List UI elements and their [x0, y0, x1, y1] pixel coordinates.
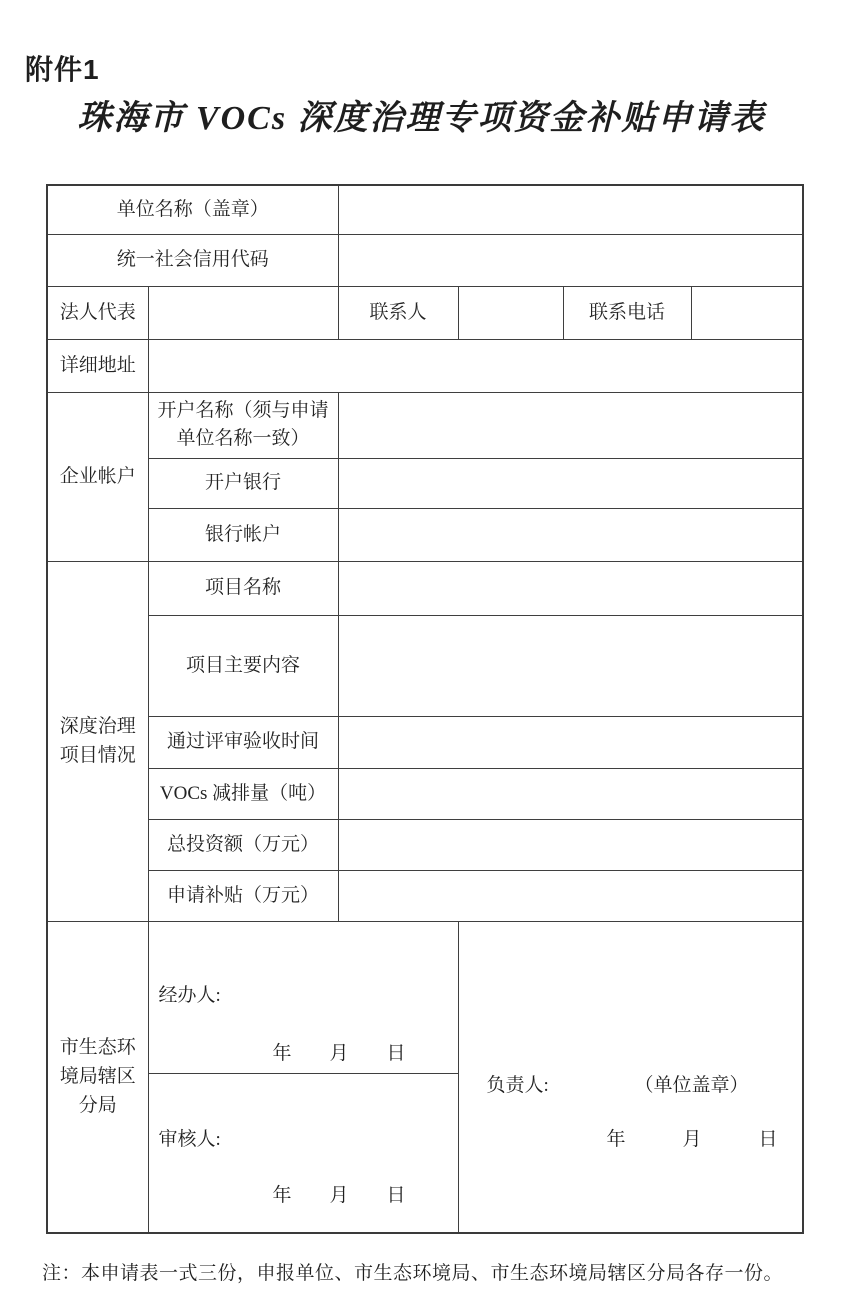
account-name-label: 开户名称（须与申请单位名称一致） — [148, 392, 338, 458]
unit-name-label: 单位名称（盖章） — [47, 185, 338, 234]
reviewer-label: 审核人: — [158, 1128, 221, 1150]
subsidy-amount-label: 申请补贴（万元） — [148, 870, 338, 921]
bank-account-field — [338, 508, 803, 561]
vocs-reduction-field — [338, 768, 803, 819]
attachment-label: 附件1 — [25, 54, 100, 85]
contact-field — [458, 286, 563, 339]
project-content-label: 项目主要内容 — [148, 615, 338, 716]
bank-account-label: 银行帐户 — [148, 508, 338, 561]
application-form-table — [46, 184, 804, 1234]
row-account-name — [47, 392, 803, 458]
phone-label: 联系电话 — [563, 286, 691, 339]
row-bank — [47, 458, 803, 508]
project-name-label: 项目名称 — [148, 561, 338, 615]
bank-field — [338, 458, 803, 508]
account-section-label: 企业帐户 — [47, 392, 148, 561]
legal-rep-field — [148, 286, 338, 339]
project-section-label: 深度治理项目情况 — [47, 561, 148, 921]
manager-label: 负责人: — [486, 1074, 549, 1096]
phone-field — [691, 286, 803, 339]
account-name-field — [338, 392, 803, 458]
reviewer-sign-cell — [148, 1073, 458, 1233]
row-credit-code — [47, 234, 803, 286]
unit-name-field — [338, 185, 803, 234]
handler-label: 经办人: — [158, 984, 221, 1006]
page-title: 珠海市 VOCs 深度治理专项资金补贴申请表 — [77, 100, 766, 137]
legal-rep-label: 法人代表 — [47, 286, 148, 339]
row-unit-name — [47, 185, 803, 234]
row-project-content — [47, 615, 803, 716]
handler-date-line: 年 月 日 — [272, 1042, 406, 1064]
vocs-reduction-label: VOCs 减排量（吨） — [148, 768, 338, 819]
row-bank-account — [47, 508, 803, 561]
credit-code-label: 统一社会信用代码 — [47, 234, 338, 286]
manager-sign-cell — [458, 921, 803, 1233]
row-legal-rep — [47, 286, 803, 339]
bureau-section-label: 市生态环境局辖区分局 — [47, 921, 148, 1233]
unit-seal-label: （单位盖章） — [634, 1074, 749, 1096]
row-vocs-reduction — [47, 768, 803, 819]
bank-label: 开户银行 — [148, 458, 338, 508]
row-address — [47, 339, 803, 392]
review-time-label: 通过评审验收时间 — [148, 716, 338, 768]
row-bureau-handler — [47, 921, 803, 1073]
handler-sign-cell — [148, 921, 458, 1073]
subsidy-amount-field — [338, 870, 803, 921]
credit-code-field — [338, 234, 803, 286]
reviewer-date-line: 年 月 日 — [272, 1184, 406, 1206]
review-time-field — [338, 716, 803, 768]
project-name-field — [338, 561, 803, 615]
address-field — [148, 339, 803, 392]
total-investment-field — [338, 819, 803, 870]
address-label: 详细地址 — [47, 339, 148, 392]
row-review-time — [47, 716, 803, 768]
footnote: 注：本申请表一式三份，申报单位、市生态环境局、市生态环境局辖区分局各存一份。 — [42, 1263, 784, 1284]
manager-date-line: 年 月 日 — [606, 1128, 778, 1150]
row-subsidy-amount — [47, 870, 803, 921]
row-total-investment — [47, 819, 803, 870]
project-content-field — [338, 615, 803, 716]
total-investment-label: 总投资额（万元） — [148, 819, 338, 870]
row-project-name — [47, 561, 803, 615]
contact-label: 联系人 — [338, 286, 458, 339]
